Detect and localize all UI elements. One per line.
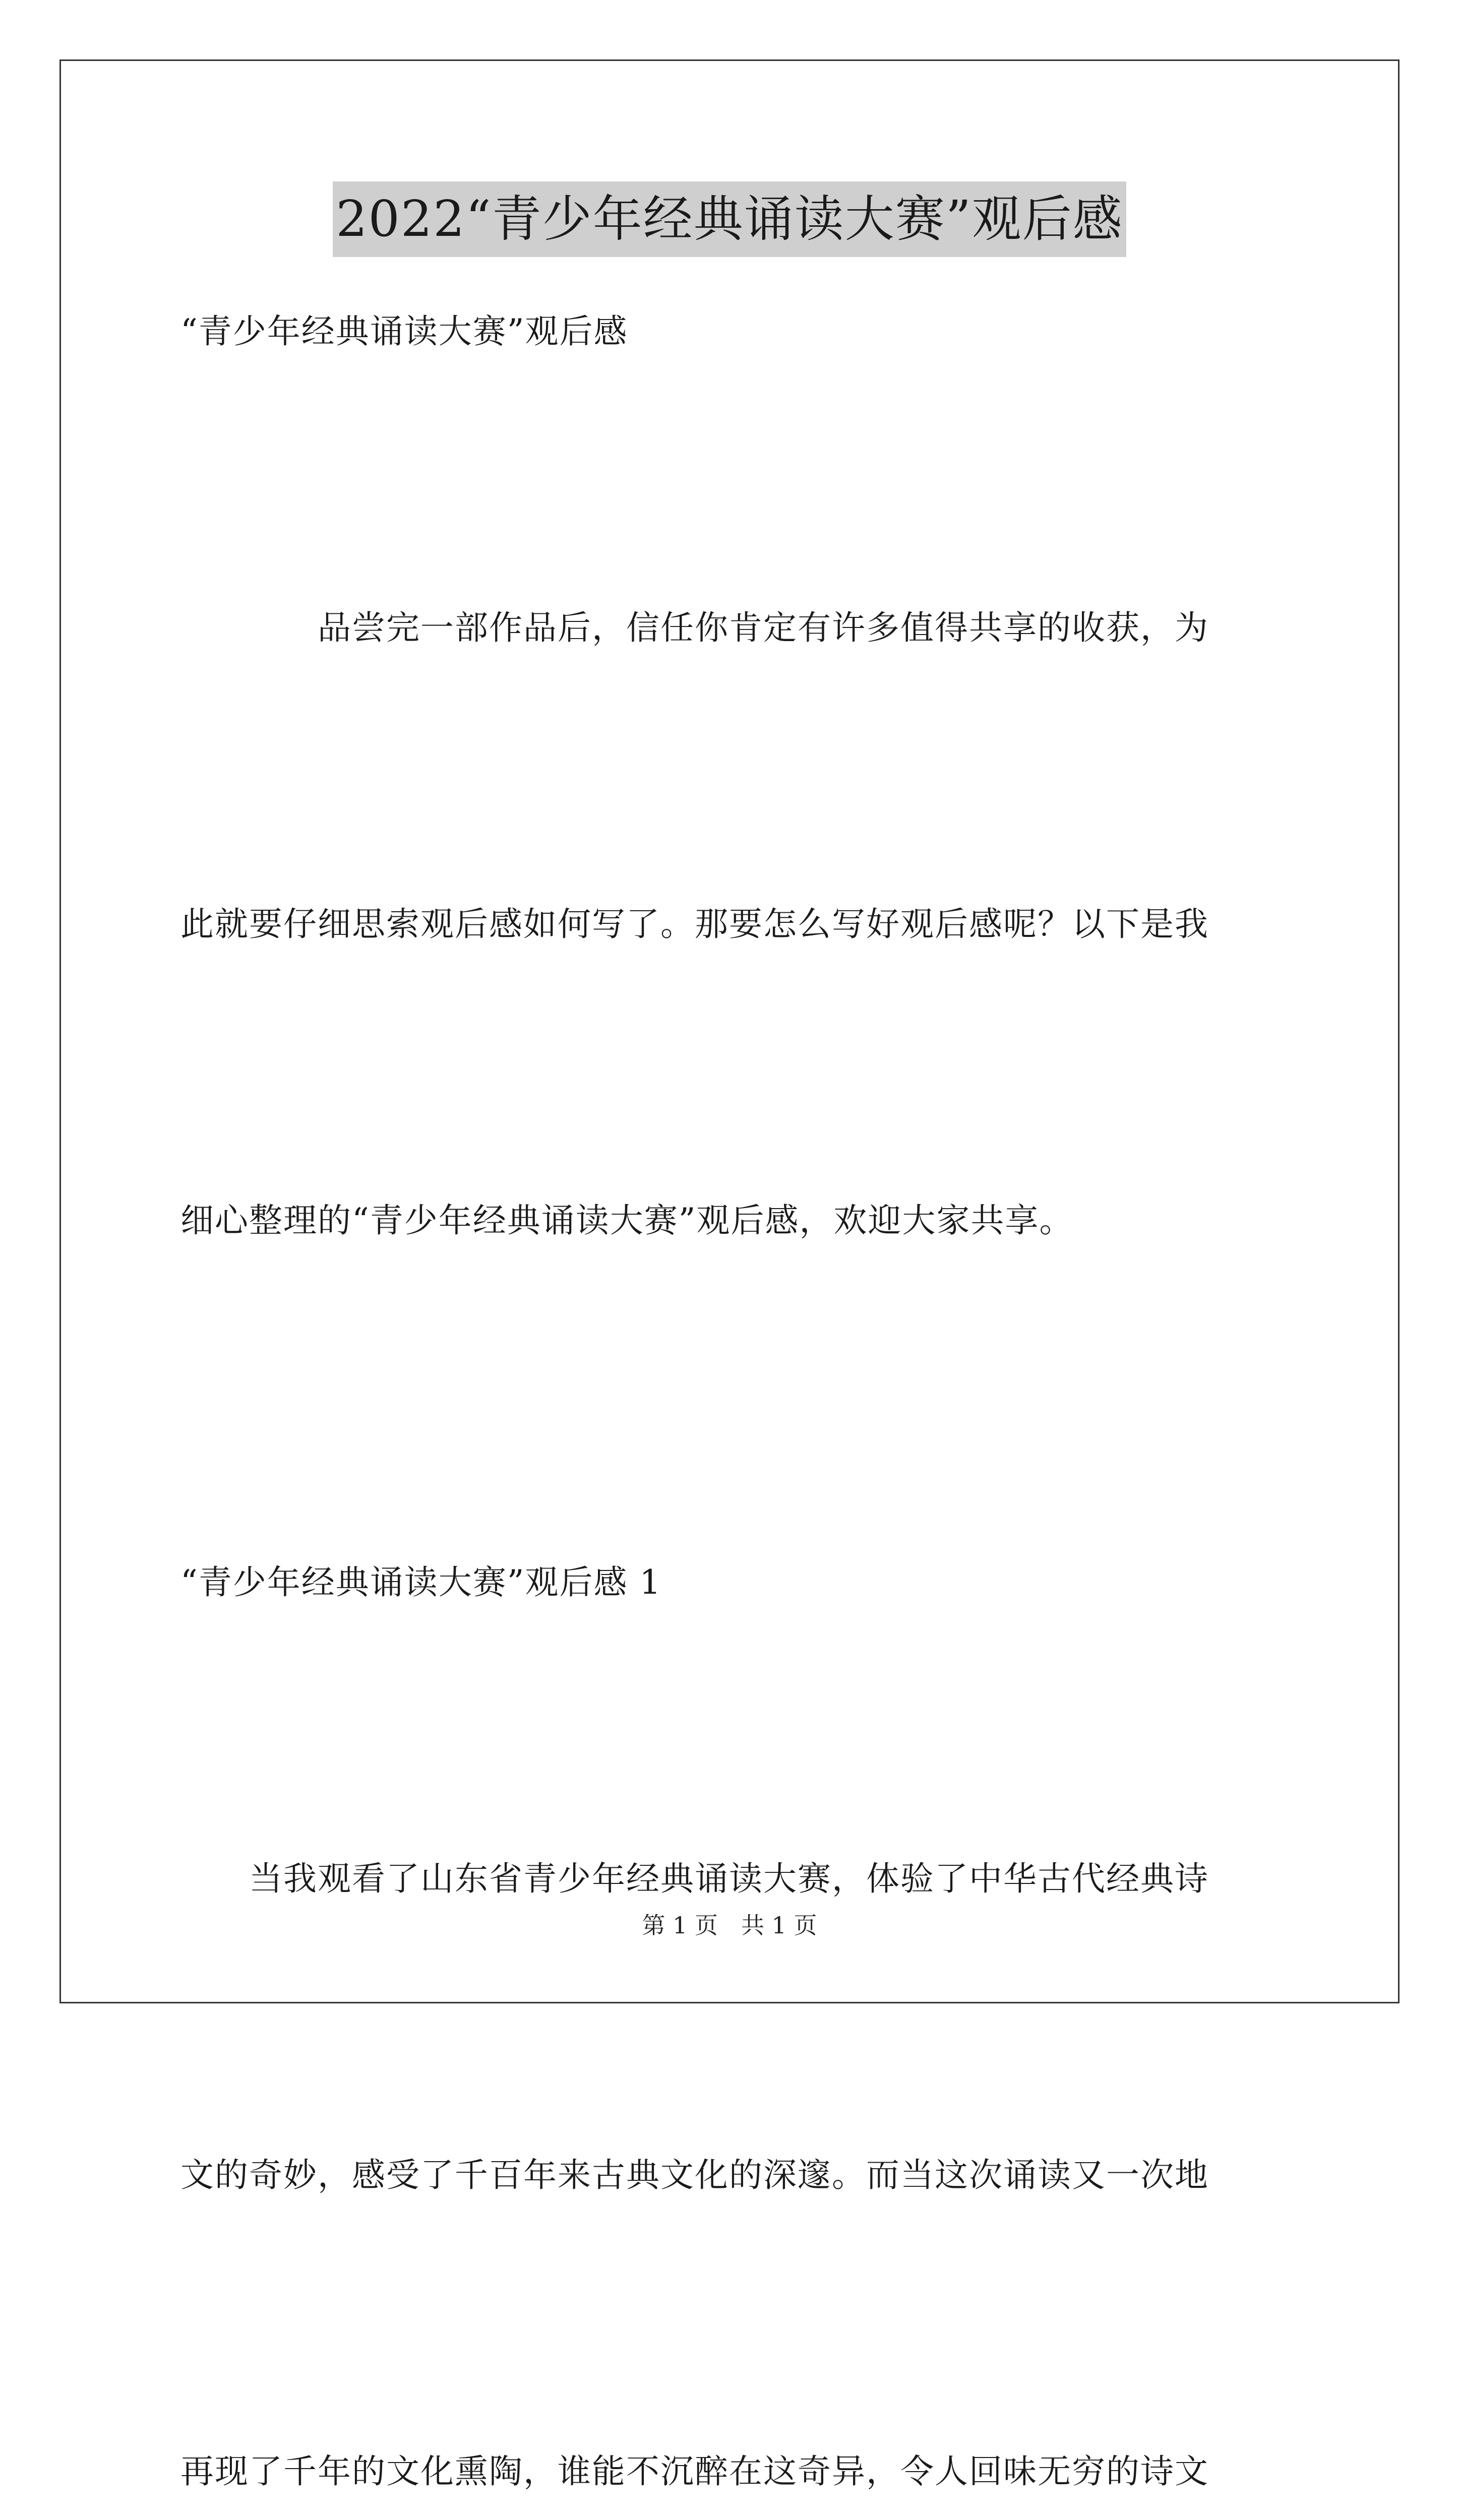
document-title: 2022“青少年经典诵读大赛”观后感 [333,181,1126,257]
intro-line: 此就要仔细思索观后感如何写了。那要怎么写好观后感呢？以下是我 [180,905,1209,943]
intro-line: 品尝完一部作品后，信任你肯定有许多值得共享的收获，为 [180,608,1209,647]
document-body [180,282,1285,2520]
page-footer [0,1910,1459,1940]
page-number-label: 第 1 页 共 1 页 [642,1912,817,1939]
paragraph-1 [180,1632,1285,2520]
paragraph-line: 当我观看了山东省青少年经典诵读大赛，体验了中华古代经典诗 [180,1859,1209,1898]
section-gap [180,1468,1285,1533]
intro-paragraph [180,381,1285,1468]
paragraph-line: 文的奇妙，感受了千百年来古典文化的深邃。而当这次诵读又一次地 [180,2156,1209,2194]
section-heading: “青少年经典诵读大赛”观后感 1 [180,1563,662,1602]
intro-line: 细心整理的“青少年经典诵读大赛”观后感，欢迎大家共享。 [180,1201,1074,1240]
paragraph-line: 再现了千年的文化熏陶，谁能不沉醉在这奇异，令人回味无穷的诗文 [180,2452,1209,2491]
document-subtitle: “青少年经典诵读大赛”观后感 [180,312,628,351]
title-wrap [0,181,1459,257]
